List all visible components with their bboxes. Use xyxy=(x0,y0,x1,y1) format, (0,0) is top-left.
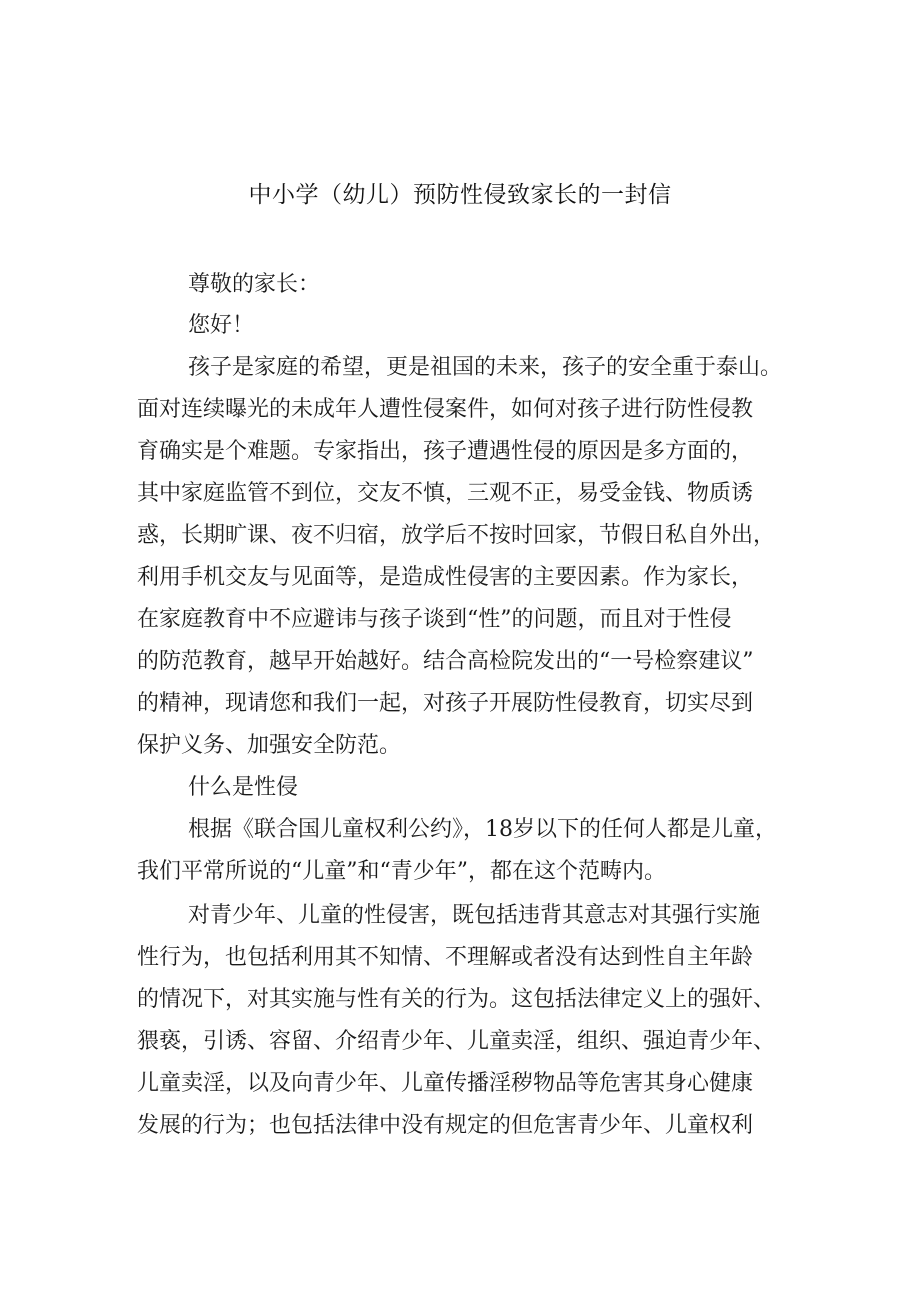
paragraph-line: 惑，长期旷课、夜不归宿，放学后不按时回家，节假日私自外出， xyxy=(137,523,776,548)
paragraph-line: 在家庭教育中不应避讳与孩子谈到“性”的问题，而且对于性侵 xyxy=(137,607,732,632)
greeting: 您好！ xyxy=(188,313,255,338)
paragraph-line: 根据《联合国儿童权利公约》，18岁以下的任何人都是儿童， xyxy=(188,817,777,842)
document-title: 中小学（幼儿）预防性侵致家长的一封信 xyxy=(248,182,672,208)
paragraph-line: 我们平常所说的“儿童”和“青少年”，都在这个范畴内。 xyxy=(137,859,666,884)
paragraph-line: 性行为，也包括利用其不知情、不理解或者没有达到性自主年龄 xyxy=(137,945,754,970)
paragraph-line: 发展的行为；也包括法律中没有规定的但危害青少年、儿童权利 xyxy=(137,1113,754,1138)
paragraph-line: 的情况下，对其实施与性有关的行为。这包括法律定义上的强奸、 xyxy=(137,987,776,1012)
section-heading: 什么是性侵 xyxy=(188,775,299,800)
paragraph-line: 的精神，现请您和我们一起，对孩子开展防性侵教育，切实尽到 xyxy=(137,691,754,716)
paragraph-line: 其中家庭监管不到位，交友不慎，三观不正，易受金钱、物质诱 xyxy=(137,481,754,506)
paragraph-line: 儿童卖淫，以及向青少年、儿童传播淫秽物品等危害其身心健康 xyxy=(137,1071,754,1096)
paragraph-line: 育确实是个难题。专家指出，孩子遭遇性侵的原因是多方面的， xyxy=(137,439,754,464)
paragraph-line: 的防范教育，越早开始越好。结合高检院发出的“一号检察建议” xyxy=(137,649,754,674)
salutation: 尊敬的家长： xyxy=(188,272,321,297)
paragraph-line: 利用手机交友与见面等，是造成性侵害的主要因素。作为家长， xyxy=(137,565,754,590)
paragraph-line: 猥亵，引诱、容留、介绍青少年、儿童卖淫，组织、强迫青少年、 xyxy=(137,1029,776,1054)
paragraph-line: 面对连续曝光的未成年人遭性侵案件，如何对孩子进行防性侵教 xyxy=(137,397,754,422)
paragraph-line: 对青少年、儿童的性侵害，既包括违背其意志对其强行实施 xyxy=(188,903,761,928)
paragraph-line: 孩子是家庭的希望，更是祖国的未来，孩子的安全重于泰山。 xyxy=(188,355,783,380)
paragraph-line: 保护义务、加强安全防范。 xyxy=(137,733,402,758)
